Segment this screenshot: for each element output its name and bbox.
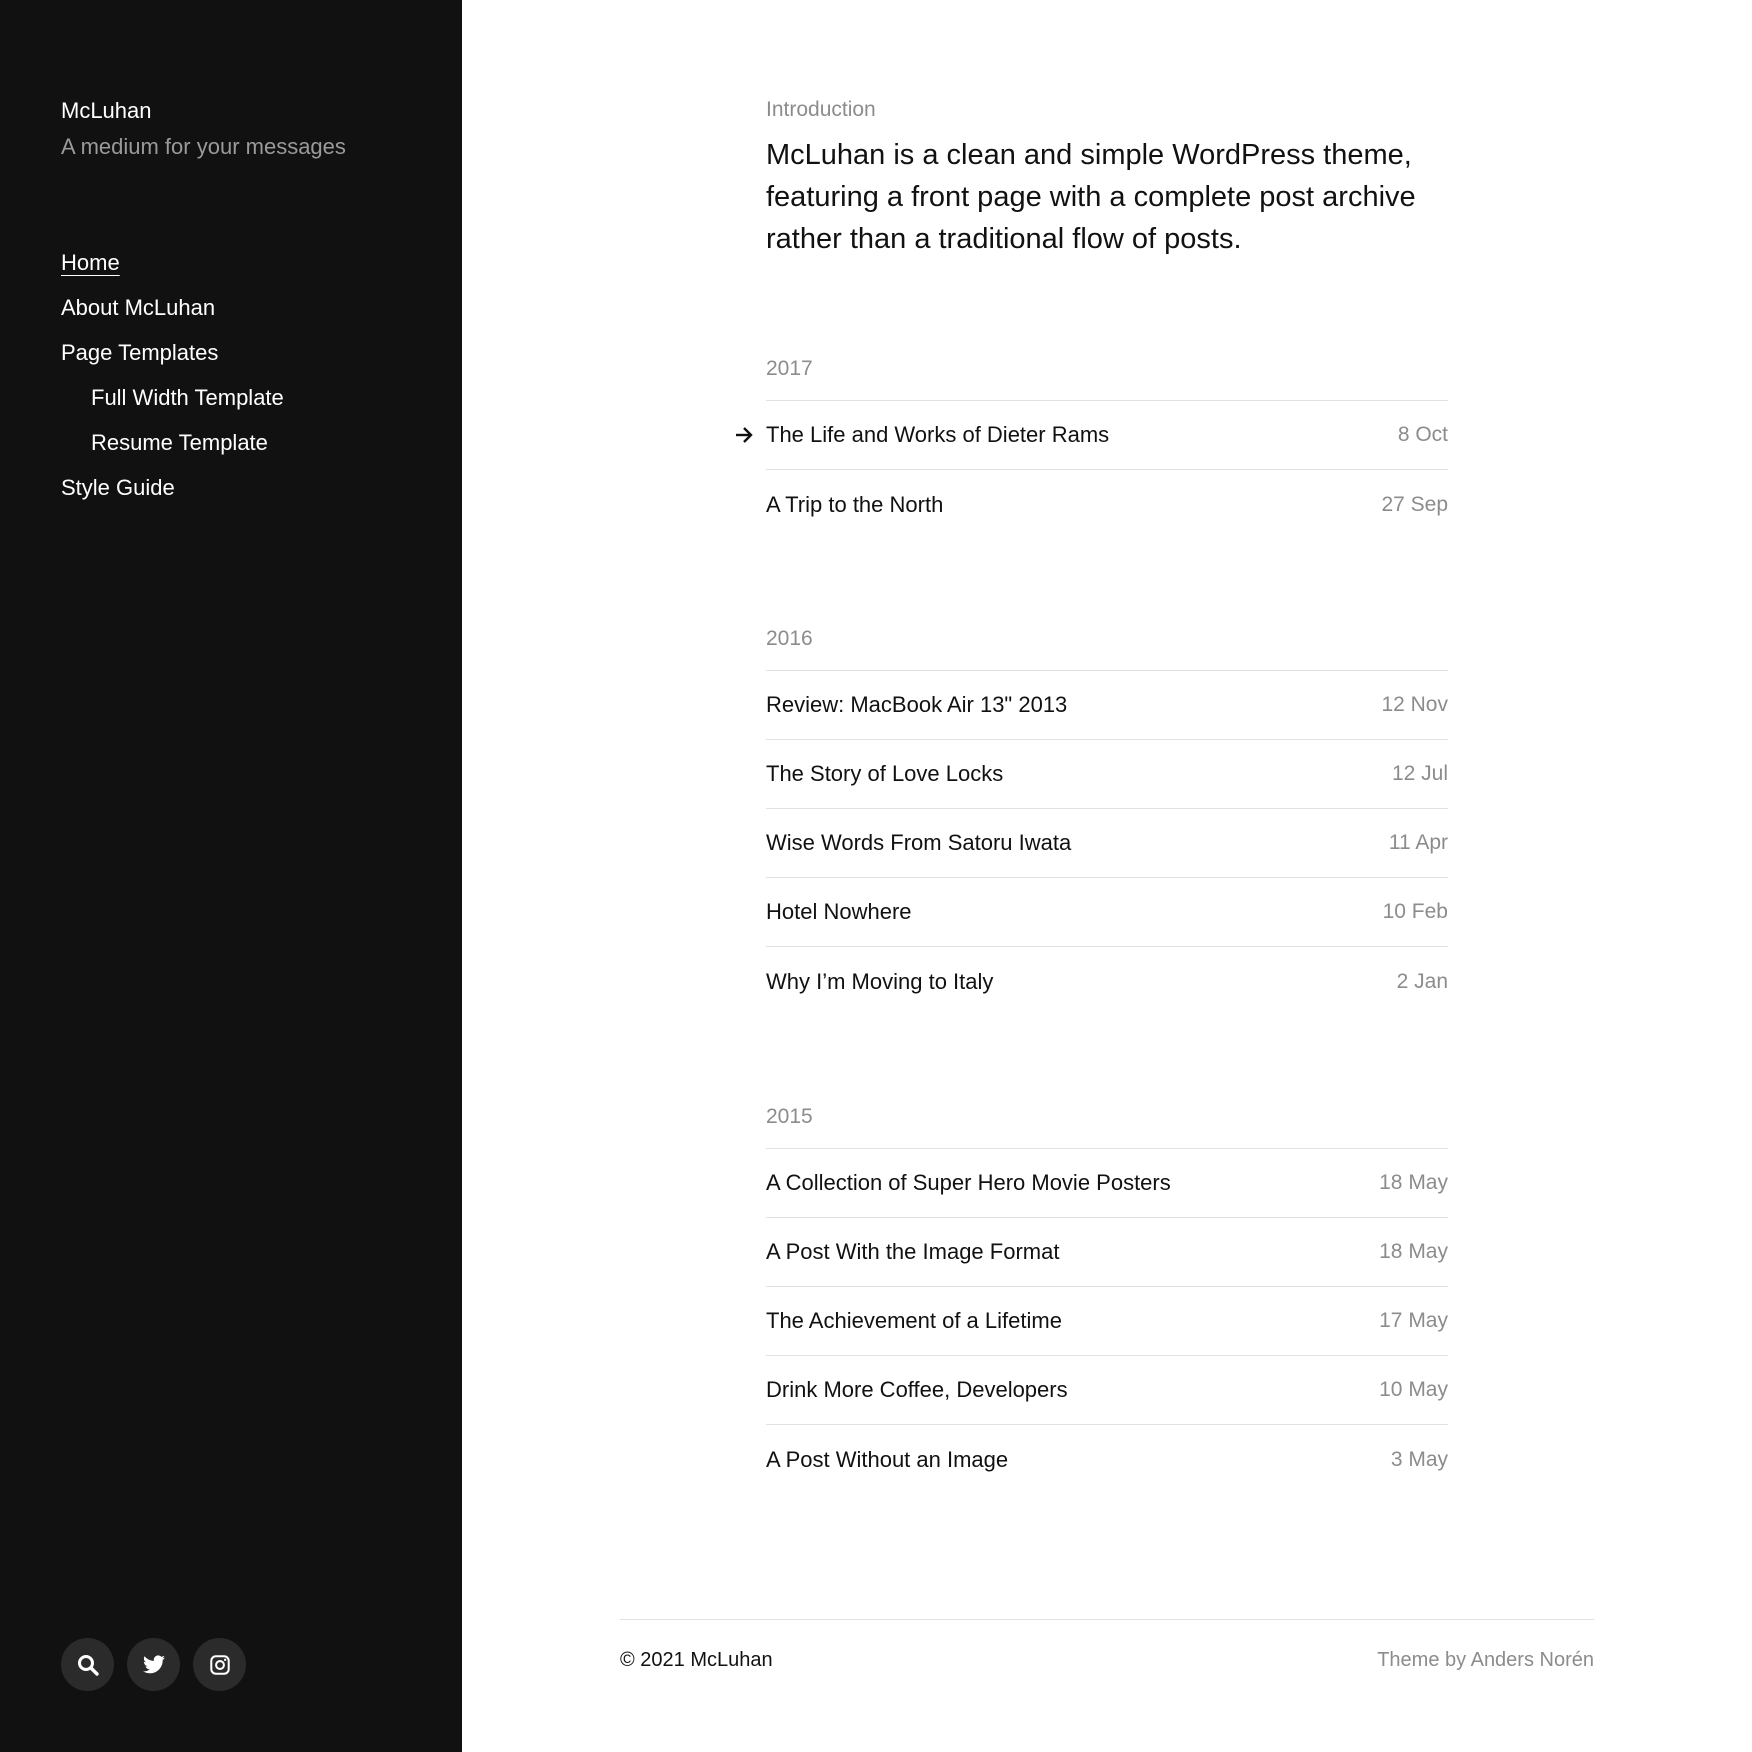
main-content [462, 0, 1752, 1752]
post-title[interactable]: A Post With the Image Format [766, 1239, 1060, 1264]
post-date: 27 Sep [1381, 492, 1448, 516]
year-label: 2015 [766, 1105, 813, 1128]
post-date: 2 Jan [1396, 969, 1448, 993]
post-date: 12 Nov [1381, 693, 1448, 716]
menu-item-resume-template[interactable] [61, 430, 284, 475]
post-row[interactable] [766, 401, 1448, 470]
post-date: 3 May [1390, 1447, 1448, 1471]
post-row[interactable] [766, 1425, 1448, 1494]
post-row[interactable] [766, 1218, 1448, 1287]
arrow-right-icon [734, 425, 754, 445]
post-row[interactable] [766, 809, 1448, 878]
post-title[interactable]: Wise Words From Satoru Iwata [766, 830, 1072, 855]
post-list [766, 400, 1448, 539]
post-row[interactable] [766, 878, 1448, 947]
post-list [766, 670, 1448, 1016]
post-row[interactable] [766, 671, 1448, 740]
menu-item-label: Page Templates [61, 340, 219, 365]
post-title[interactable]: A Post Without an Image [766, 1446, 1009, 1472]
year-section-2015 [766, 1104, 1448, 1494]
instagram-link[interactable] [193, 1638, 246, 1691]
post-title[interactable]: The Achievement of a Lifetime [766, 1308, 1062, 1333]
post-row[interactable] [766, 1287, 1448, 1356]
menu-item-page-templates[interactable] [61, 340, 284, 385]
footer-copyright[interactable]: © 2021 McLuhan [620, 1649, 773, 1671]
year-label: 2016 [766, 627, 813, 650]
search-icon [76, 1653, 100, 1677]
post-title[interactable]: Why I’m Moving to Italy [766, 968, 994, 994]
post-row[interactable] [766, 1149, 1448, 1218]
sidebar [0, 0, 462, 1752]
search-button[interactable] [61, 1638, 114, 1691]
year-section-2016 [766, 626, 1448, 1016]
post-date: 12 Jul [1391, 762, 1448, 785]
twitter-link[interactable] [127, 1638, 180, 1691]
intro-text: McLuhan is a clean and simple WordPress theme, featuring a front page with a complete post archive rather than a traditional flow of posts. [766, 139, 1416, 255]
menu-item-home[interactable] [61, 250, 284, 295]
social-links [61, 1638, 246, 1691]
post-title[interactable]: Hotel Nowhere [766, 899, 912, 924]
post-title[interactable]: The Life and Works of Dieter Rams [766, 422, 1110, 447]
post-row[interactable] [766, 947, 1448, 1016]
post-title[interactable]: Review: MacBook Air 13" 2013 [766, 692, 1068, 717]
post-row[interactable] [766, 470, 1448, 539]
menu-item-label: About McLuhan [61, 295, 216, 320]
footer-divider [620, 1619, 1594, 1620]
post-title[interactable]: A Collection of Super Hero Movie Posters [766, 1170, 1171, 1195]
twitter-icon [142, 1653, 166, 1677]
post-date: 11 Apr [1388, 831, 1448, 854]
year-label: 2017 [766, 357, 813, 380]
menu-item-full-width-template[interactable] [61, 385, 284, 430]
post-row[interactable] [766, 1356, 1448, 1425]
post-list [766, 1148, 1448, 1494]
site-title[interactable]: McLuhan [61, 98, 152, 123]
site-description: A medium for your messages [61, 134, 346, 159]
footer-theme-credit[interactable]: Theme by Anders Norén [1377, 1649, 1594, 1671]
menu-item-label: Resume Template [91, 430, 268, 455]
post-date: 8 Oct [1397, 423, 1448, 446]
menu-item-about[interactable] [61, 295, 284, 340]
menu-item-style-guide[interactable] [61, 475, 284, 520]
intro-label: Introduction [766, 98, 876, 121]
main-menu [61, 250, 284, 520]
post-date: 10 Feb [1382, 900, 1448, 923]
post-row[interactable] [766, 740, 1448, 809]
year-section-2017 [766, 356, 1448, 539]
post-title[interactable]: Drink More Coffee, Developers [766, 1377, 1068, 1402]
instagram-icon [209, 1654, 231, 1676]
post-date: 18 May [1379, 1171, 1448, 1194]
post-date: 10 May [1379, 1378, 1448, 1401]
post-title[interactable]: A Trip to the North [766, 491, 944, 517]
menu-item-label: Home [61, 250, 120, 275]
post-date: 17 May [1379, 1309, 1448, 1332]
post-title[interactable]: The Story of Love Locks [766, 761, 1004, 786]
menu-item-label: Style Guide [61, 475, 175, 500]
post-date: 18 May [1379, 1240, 1448, 1263]
menu-item-label: Full Width Template [91, 385, 284, 410]
